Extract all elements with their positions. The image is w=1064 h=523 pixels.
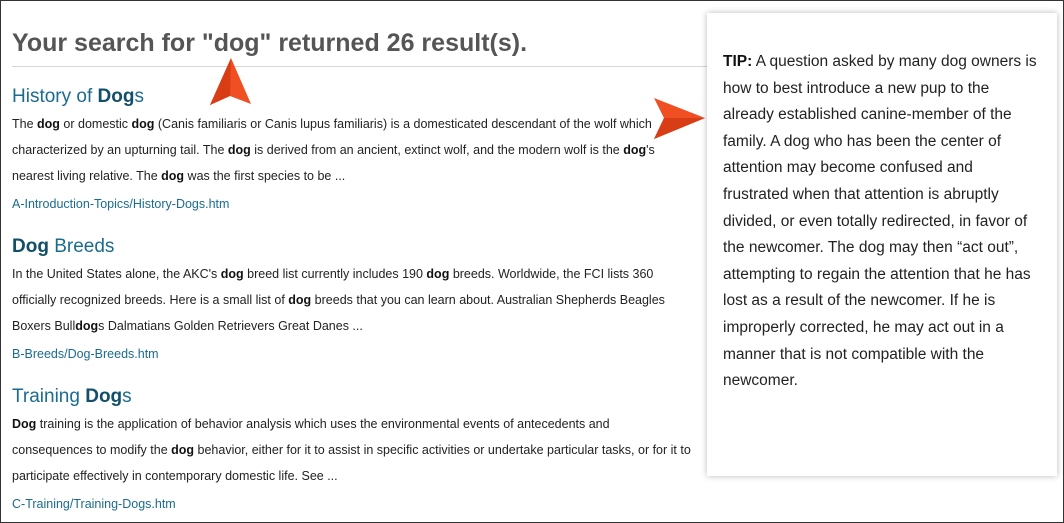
snippet-text: participate effectively in contemporary domestic life. See ... [12, 469, 338, 483]
snippet-text: (Canis familiaris or Canis lupus familiaris) is a domesticated descendant of the wolf which [154, 117, 652, 131]
snippet-text: officially recognized breeds. Here is a small list of [12, 293, 289, 307]
search-term-highlight: dog [623, 143, 647, 157]
search-results-heading: Your search for "dog" returned 26 result(s). [12, 29, 528, 57]
heading-divider [12, 66, 712, 67]
snippet-text: Training [12, 386, 86, 407]
tip-body: A question asked by many dog owners is how to best introduce a new pup to the already established canine-member of the family. A dog who has been the center of attention may become confused and frustrated when that attention is abruptly divided, or even totally redirected, in favor of the newcomer. The dog may then “act out”, attempting to regain the attention that he has lost as a result of the newcomer. If he is improperly corrected, he may act out in a manner that is not compatible with the newcomer. [723, 53, 1037, 390]
snippet-line [12, 163, 712, 189]
search-term-highlight: dog [220, 267, 244, 281]
search-term-highlight: dog [37, 117, 60, 131]
search-term-highlight: Dog [85, 386, 123, 407]
snippet-line [12, 287, 712, 313]
snippet-text: is derived from an ancient, extinct wolf, and the modern wolf is the [250, 143, 624, 157]
snippet-text: In the United States alone, the AKC's [12, 267, 221, 281]
snippet-line [12, 137, 712, 163]
tip-paragraph [723, 49, 1041, 395]
snippet-text: s [122, 386, 132, 407]
snippet-text: 's [646, 143, 655, 157]
snippet-text: was the first species to be ... [184, 169, 346, 183]
arrow-pointer-icon [206, 56, 254, 108]
snippet-line [12, 313, 712, 339]
result-snippet [12, 111, 712, 189]
snippet-text: training is the application of behavior analysis which uses the environmental events of antecedents and [36, 417, 610, 431]
search-term-highlight: dog [171, 443, 195, 457]
snippet-text: Boxers Bull [12, 319, 76, 333]
tip-panel [707, 13, 1057, 476]
snippet-text: Breeds [48, 236, 115, 257]
result-title-link[interactable] [12, 385, 717, 409]
search-term-highlight: dog [288, 293, 312, 307]
snippet-text: s Dalmatians Golden Retrievers Great Danes ... [98, 319, 363, 333]
snippet-text: behavior, either for it to assist in specific activities or undertake particular tasks, or for it to [194, 443, 691, 457]
snippet-text: or domestic [59, 117, 132, 131]
snippet-line [12, 463, 712, 489]
snippet-line [12, 111, 712, 137]
result-snippet [12, 261, 712, 339]
result-url-link[interactable]: B-Breeds/Dog-Breeds.htm [12, 347, 159, 361]
snippet-text: characterized by an upturning tail. The [12, 143, 228, 157]
arrow-pointer-icon [651, 95, 707, 141]
search-term-highlight: Dog [12, 236, 49, 257]
result-title-link[interactable] [12, 235, 717, 259]
snippet-line [12, 261, 712, 287]
snippet-text: The [12, 117, 38, 131]
result-snippet [12, 411, 712, 489]
snippet-text: History of [12, 86, 98, 107]
search-term-highlight: dog [161, 169, 185, 183]
search-result-item [12, 85, 717, 213]
snippet-line [12, 437, 712, 463]
search-term-highlight: Dog [97, 86, 135, 107]
snippet-text: breeds. Worldwide, the FCI lists 360 [449, 267, 654, 281]
search-term-highlight: dog [227, 143, 251, 157]
result-title-link[interactable] [12, 85, 717, 109]
snippet-text: s [134, 86, 144, 107]
result-url-link[interactable]: C-Training/Training-Dogs.htm [12, 497, 176, 511]
search-term-highlight: dog [75, 319, 99, 333]
snippet-line [12, 411, 712, 437]
snippet-text: consequences to modify the [12, 443, 172, 457]
tip-label: TIP: [723, 53, 753, 70]
snippet-text: nearest living relative. The [12, 169, 162, 183]
search-term-highlight: dog [426, 267, 450, 281]
result-url-link[interactable]: A-Introduction-Topics/History-Dogs.htm [12, 197, 230, 211]
search-result-item [12, 235, 717, 363]
search-result-item [12, 385, 717, 513]
snippet-text: breed list currently includes 190 [243, 267, 427, 281]
snippet-text: breeds that you can learn about. Australian Shepherds Beagles [311, 293, 665, 307]
search-term-highlight: Dog [12, 417, 37, 431]
search-term-highlight: dog [131, 117, 155, 131]
